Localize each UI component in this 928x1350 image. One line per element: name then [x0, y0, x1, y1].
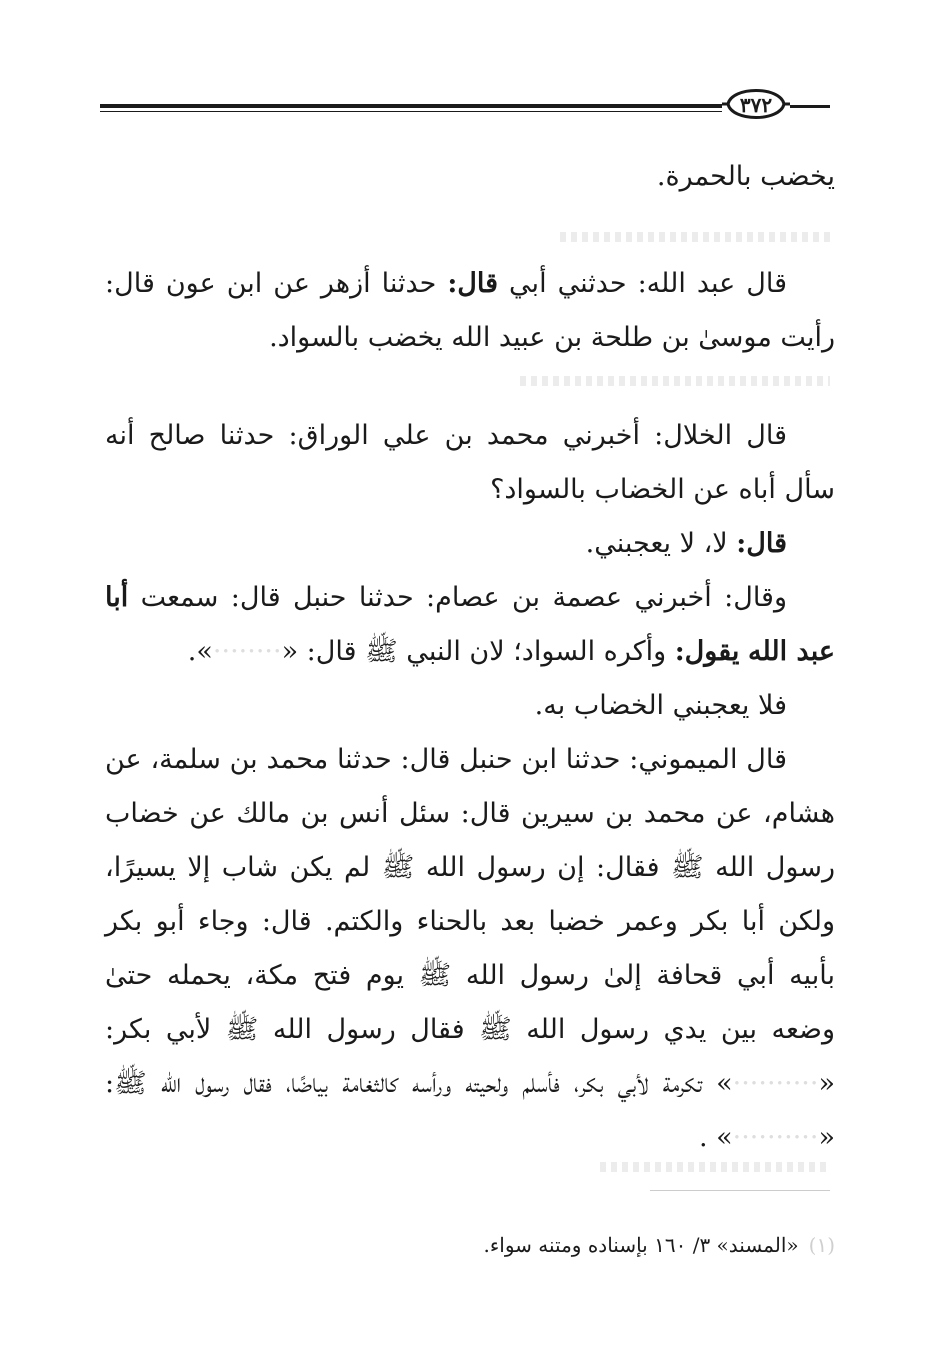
para3-text: لا، لا يعجبني.	[585, 528, 737, 559]
faded-text-line	[520, 376, 830, 386]
faded-text-line	[560, 232, 830, 242]
top-line: يخضب بالحمرة.	[656, 161, 835, 192]
faded-quote-gap: ··········	[732, 1122, 819, 1153]
footnote	[105, 1228, 835, 1262]
header-rule-right	[790, 105, 830, 108]
para4-bold1: أبا عبد الله	[105, 582, 835, 667]
page-number: ٣٧٢	[739, 93, 773, 117]
faded-quote-gap: ········	[212, 636, 282, 667]
page-number-ornament	[722, 82, 790, 126]
paragraph-1	[105, 257, 835, 365]
faded-quote-gap: ··········	[732, 1068, 819, 1099]
continuation-line	[105, 150, 835, 204]
para4-suffix: ».	[187, 636, 213, 667]
header-rule-thick	[100, 104, 722, 108]
para6-text2: » تكرمة لأبي بكر، فأسلم ولحيته ورأسه كالثغامة بياضًا، فقال رسول الله ﷺ: «	[105, 1068, 835, 1153]
footnote-separator	[650, 1190, 830, 1191]
faded-text-line	[600, 1162, 830, 1172]
para2-text: قال الخلال: أخبرني محمد بن علي الوراق: حدثنا صالح أنه سأل أباه عن الخضاب بالسواد؟	[105, 420, 835, 505]
para6-text3: » .	[698, 1122, 733, 1153]
page-header	[100, 78, 830, 130]
para3-bold: قال:	[736, 528, 787, 559]
paragraph-2	[105, 409, 835, 1165]
para5-text: فلا يعجبني الخضاب به.	[534, 690, 787, 721]
para1-bold: قال:	[447, 268, 499, 299]
para4-bold2: يقول:	[674, 636, 740, 667]
para1-text: حدثنا أزهر عن ابن عون قال: رأيت موسىٰ بن طلحة بن عبيد الله يخضب بالسواد.	[105, 268, 835, 353]
footnote-text: «المسند» ٣/ ١٦٠ بإسناده ومتنه سواء.	[483, 1233, 799, 1257]
header-rule-thin	[100, 111, 722, 112]
footnote-marker: (١)	[808, 1233, 835, 1257]
para6-text1: قال الميموني: حدثنا ابن حنبل قال: حدثنا محمد بن سلمة، عن هشام، عن محمد بن سيرين قال: سئل أنس بن مالك عن خضاب رسول الله ﷺ فقال: إن رسول الله ﷺ لم يكن شاب إلا يسيرًا، ولكن أبا بكر وعمر خضبا بعد بالحناء والكتم. قال: وجاء أبو بكر بأبيه أبي قحافة إلىٰ رسول الله ﷺ يوم فتح مكة، يحمله حتىٰ وضعه بين يدي رسول الله ﷺ فقال رسول الله ﷺ لأبي بكر: «	[105, 744, 835, 1099]
para4-prefix: وقال: أخبرني عصمة بن عصام: حدثنا حنبل قال: سمعت	[128, 582, 787, 613]
para1-prefix: قال عبد الله: حدثني أبي	[498, 268, 787, 299]
para4-text: وأكره السواد؛ لان النبي ﷺ قال: «	[281, 636, 675, 667]
